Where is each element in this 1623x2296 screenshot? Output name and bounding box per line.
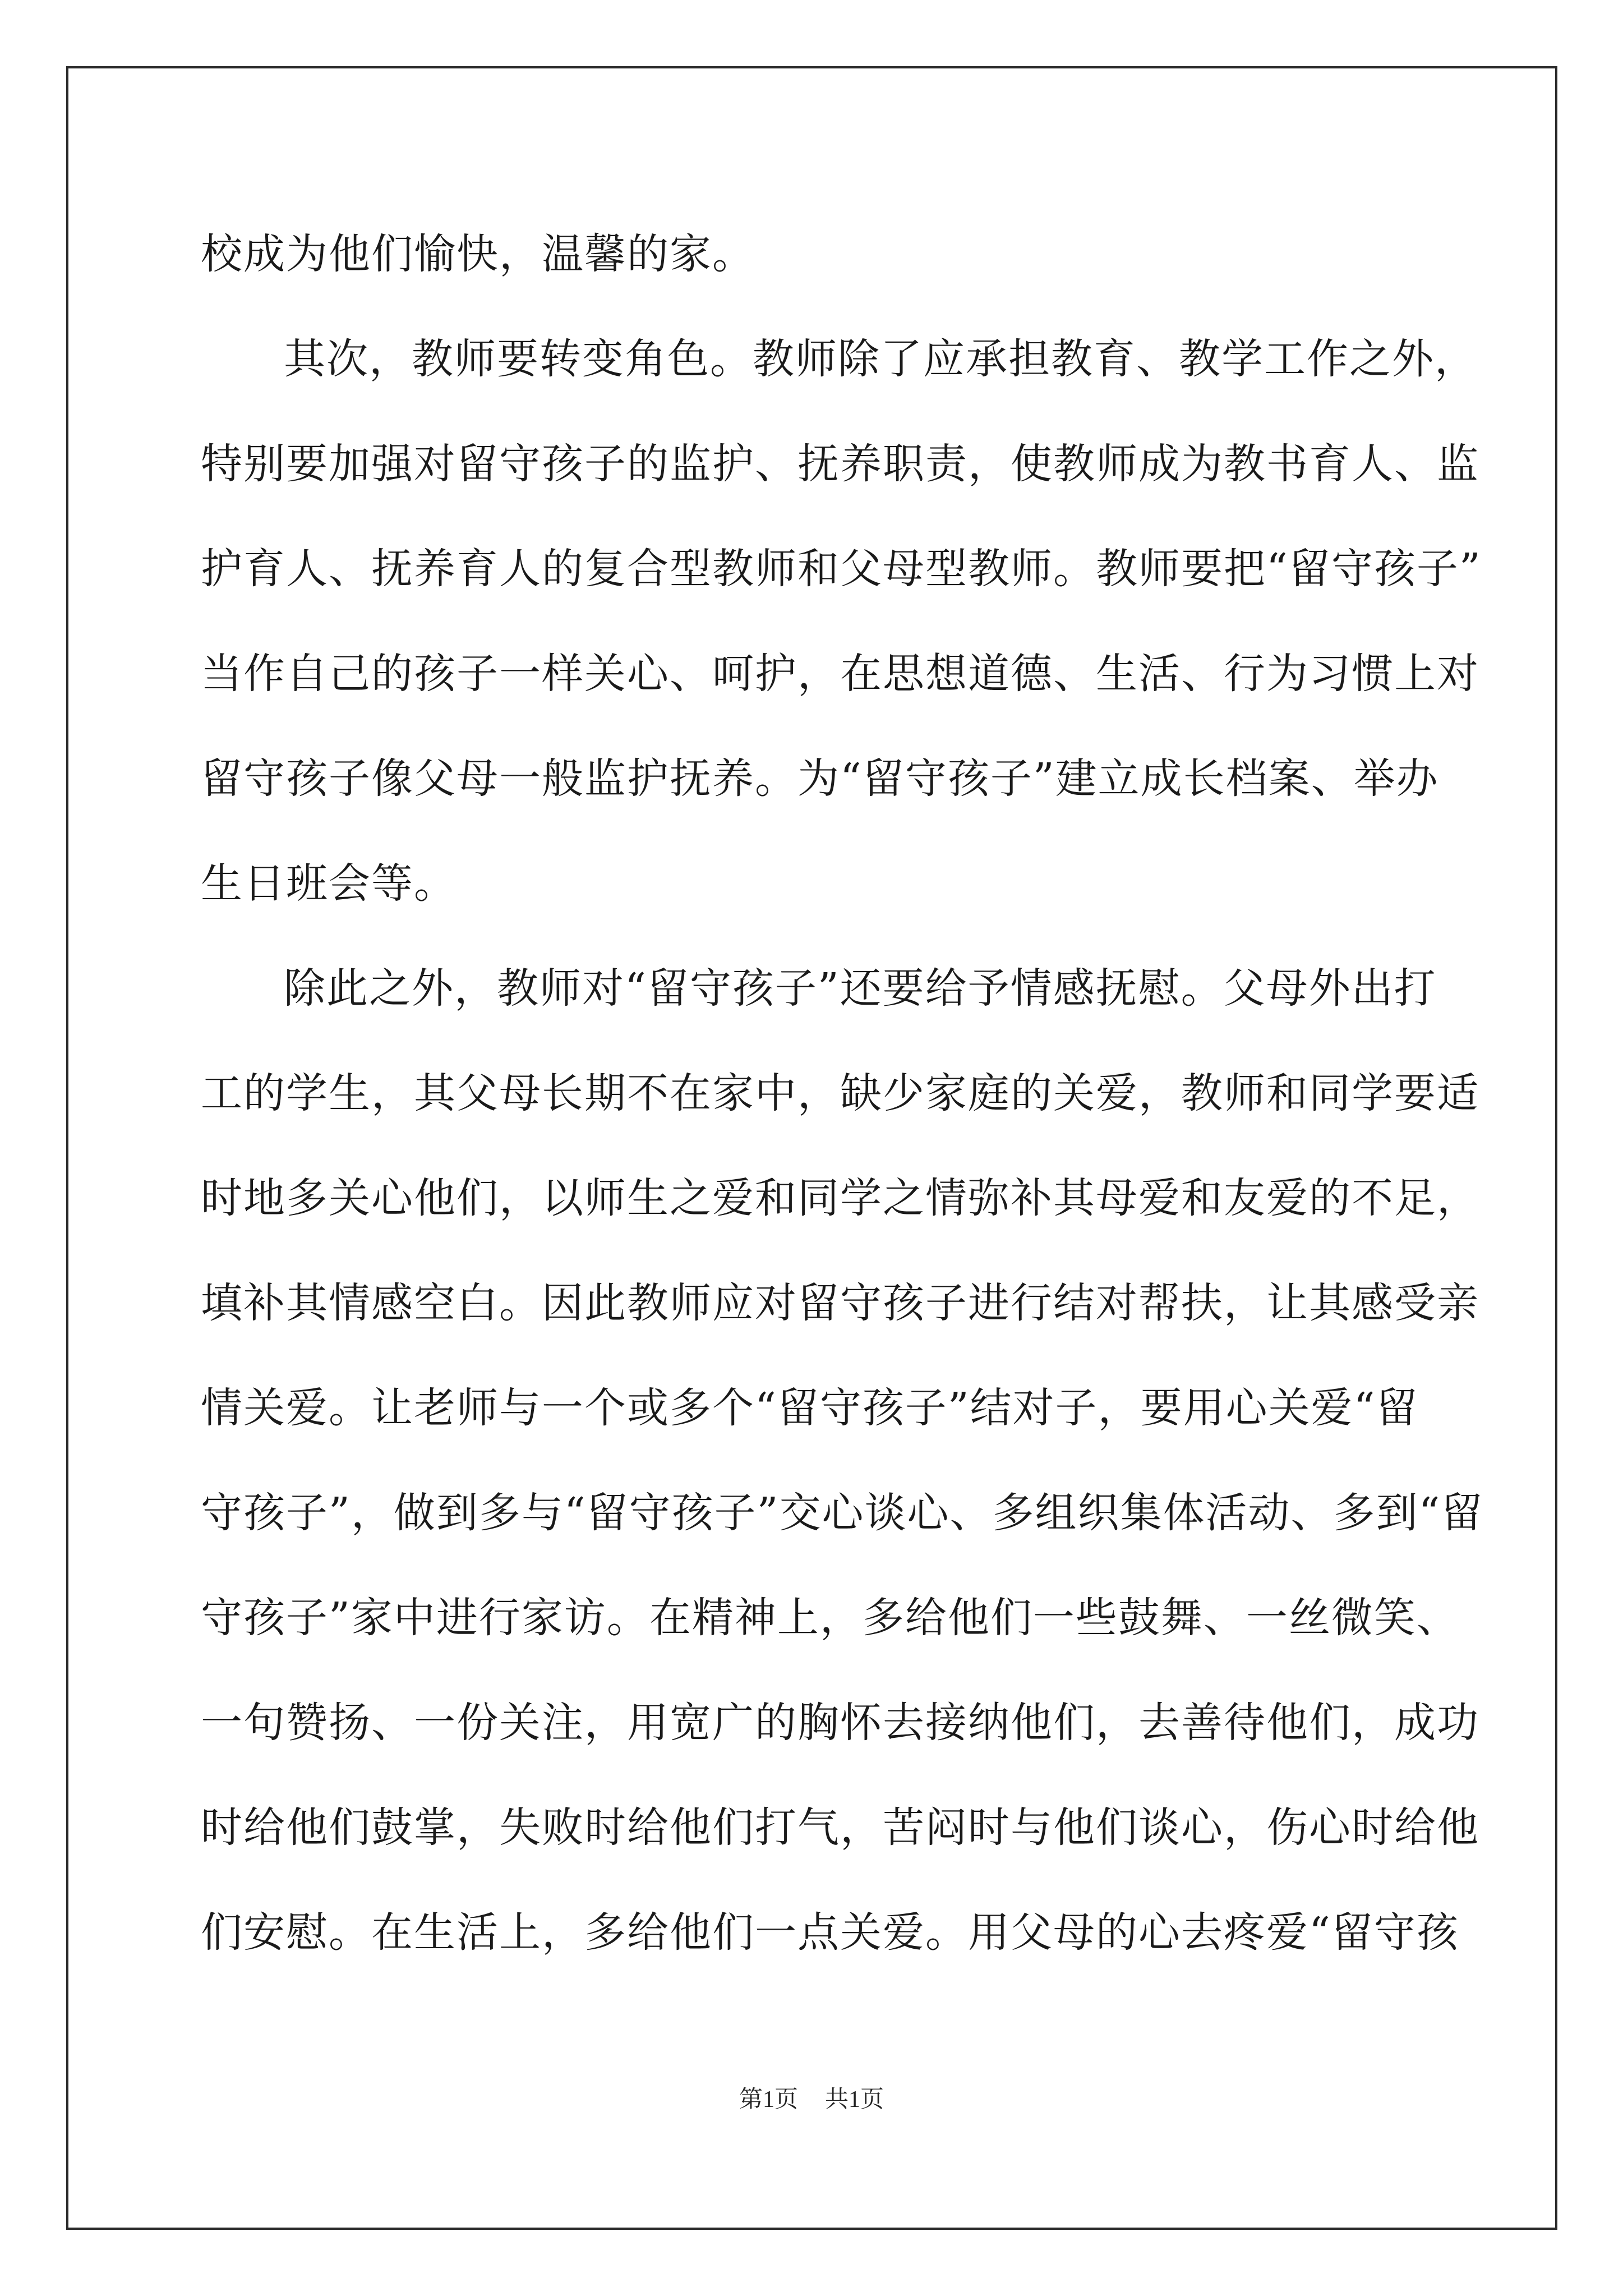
text-line: 护育人、抚养育人的复合型教师和父母型教师。教师要把“留守孩子” xyxy=(201,545,1482,593)
text-line: 生日班会等。 xyxy=(201,859,457,908)
text-line: 其次，教师要转变角色。教师除了应承担教育、教学工作之外， xyxy=(284,335,1477,383)
page-number: 第1页 xyxy=(739,2087,798,2113)
text-line: 当作自己的孩子一样关心、呵护，在思想道德、生活、行为习惯上对 xyxy=(201,650,1479,698)
document-body xyxy=(201,202,1484,1985)
text-line: 守孩子”，做到多与“留守孩子”交心谈心、多组织集体活动、多到“留 xyxy=(201,1489,1484,1537)
text-line: 时给他们鼓掌，失败时给他们打气，苦闷时与他们谈心，伤心时给他 xyxy=(201,1803,1479,1852)
text-line: 情关爱。让老师与一个或多个“留守孩子”结对子，要用心关爱“留 xyxy=(201,1384,1419,1432)
page-footer xyxy=(0,2083,1623,2116)
text-line: 校成为他们愉快，温馨的家。 xyxy=(201,230,755,278)
text-line: 时地多关心他们，以师生之爱和同学之情弥补其母爱和友爱的不足， xyxy=(201,1174,1479,1222)
text-line: 留守孩子像父母一般监护抚养。为“留守孩子”建立成长档案、举办 xyxy=(201,754,1439,803)
text-line: 们安慰。在生活上，多给他们一点关爱。用父母的心去疼爱“留守孩 xyxy=(201,1908,1459,1957)
text-line: 一句赞扬、一份关注，用宽广的胸怀去接纳他们，去善待他们，成功 xyxy=(201,1699,1479,1747)
text-line: 工的学生，其父母长期不在家中，缺少家庭的关爱，教师和同学要适 xyxy=(201,1069,1479,1117)
page-total: 共1页 xyxy=(825,2087,884,2113)
text-line: 守孩子”家中进行家访。在精神上，多给他们一些鼓舞、一丝微笑、 xyxy=(201,1594,1459,1642)
text-line: 特别要加强对留守孩子的监护、抚养职责，使教师成为教书育人、监 xyxy=(201,440,1479,488)
text-line: 填补其情感空白。因此教师应对留守孩子进行结对帮扶，让其感受亲 xyxy=(201,1279,1479,1327)
text-line: 除此之外，教师对“留守孩子”还要给予情感抚慰。父母外出打 xyxy=(284,964,1437,1013)
